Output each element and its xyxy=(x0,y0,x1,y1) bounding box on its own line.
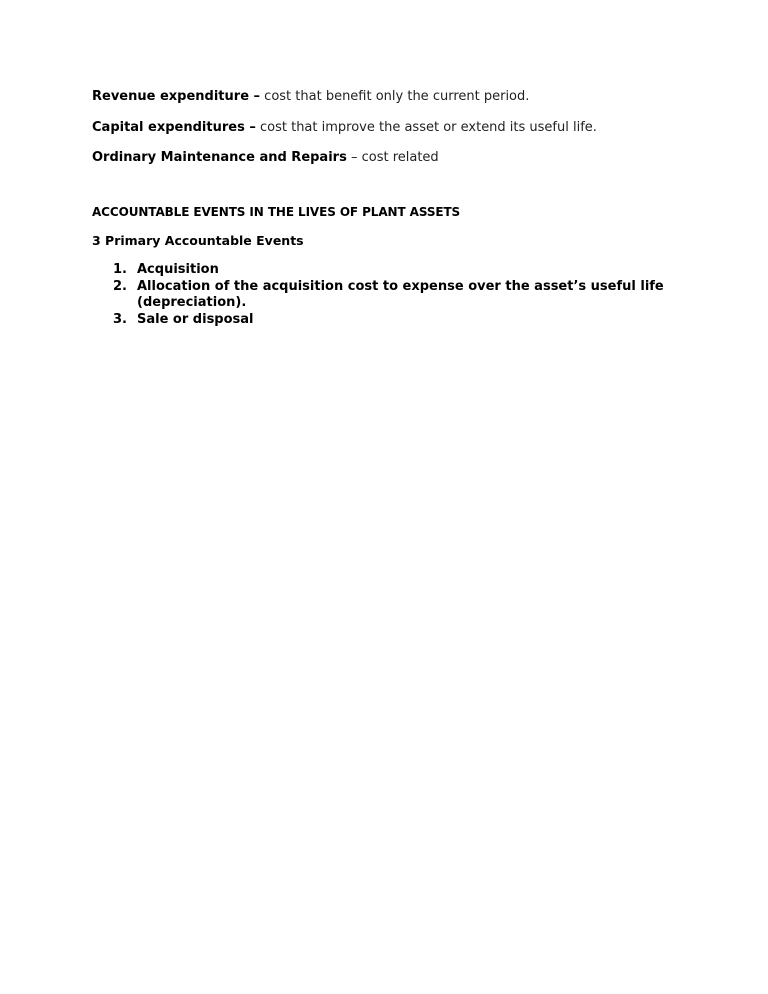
term: Capital expenditures – xyxy=(92,120,256,135)
list-item xyxy=(92,279,697,312)
events-list xyxy=(92,262,697,328)
definition-text: – cost related xyxy=(346,150,439,165)
definition-revenue-expenditure xyxy=(92,88,529,106)
definition-text: cost that improve the asset or extend its useful life. xyxy=(255,120,597,135)
definition-text: cost that benefit only the current period. xyxy=(260,89,530,104)
list-text: Acquisition xyxy=(137,262,219,277)
list-number: 3. xyxy=(113,311,127,327)
list-number: 1. xyxy=(113,262,127,277)
list-text: Sale or disposal xyxy=(137,311,254,327)
list-item xyxy=(92,262,697,279)
definition-capital-expenditures xyxy=(92,119,597,137)
list-item xyxy=(92,312,697,329)
term: Revenue expenditure – xyxy=(92,89,261,104)
list-number: 2. xyxy=(113,278,127,294)
section-heading: ACCOUNTABLE EVENTS IN THE LIVES OF PLANT ASSETS xyxy=(92,205,461,219)
section-subheading: 3 Primary Accountable Events xyxy=(92,233,304,248)
definition-ordinary-maintenance xyxy=(92,149,439,167)
term: Ordinary Maintenance and Repairs xyxy=(92,150,347,165)
list-text: Allocation of the acquisition cost to expense over the asset’s useful life (depreciation). xyxy=(137,278,664,310)
